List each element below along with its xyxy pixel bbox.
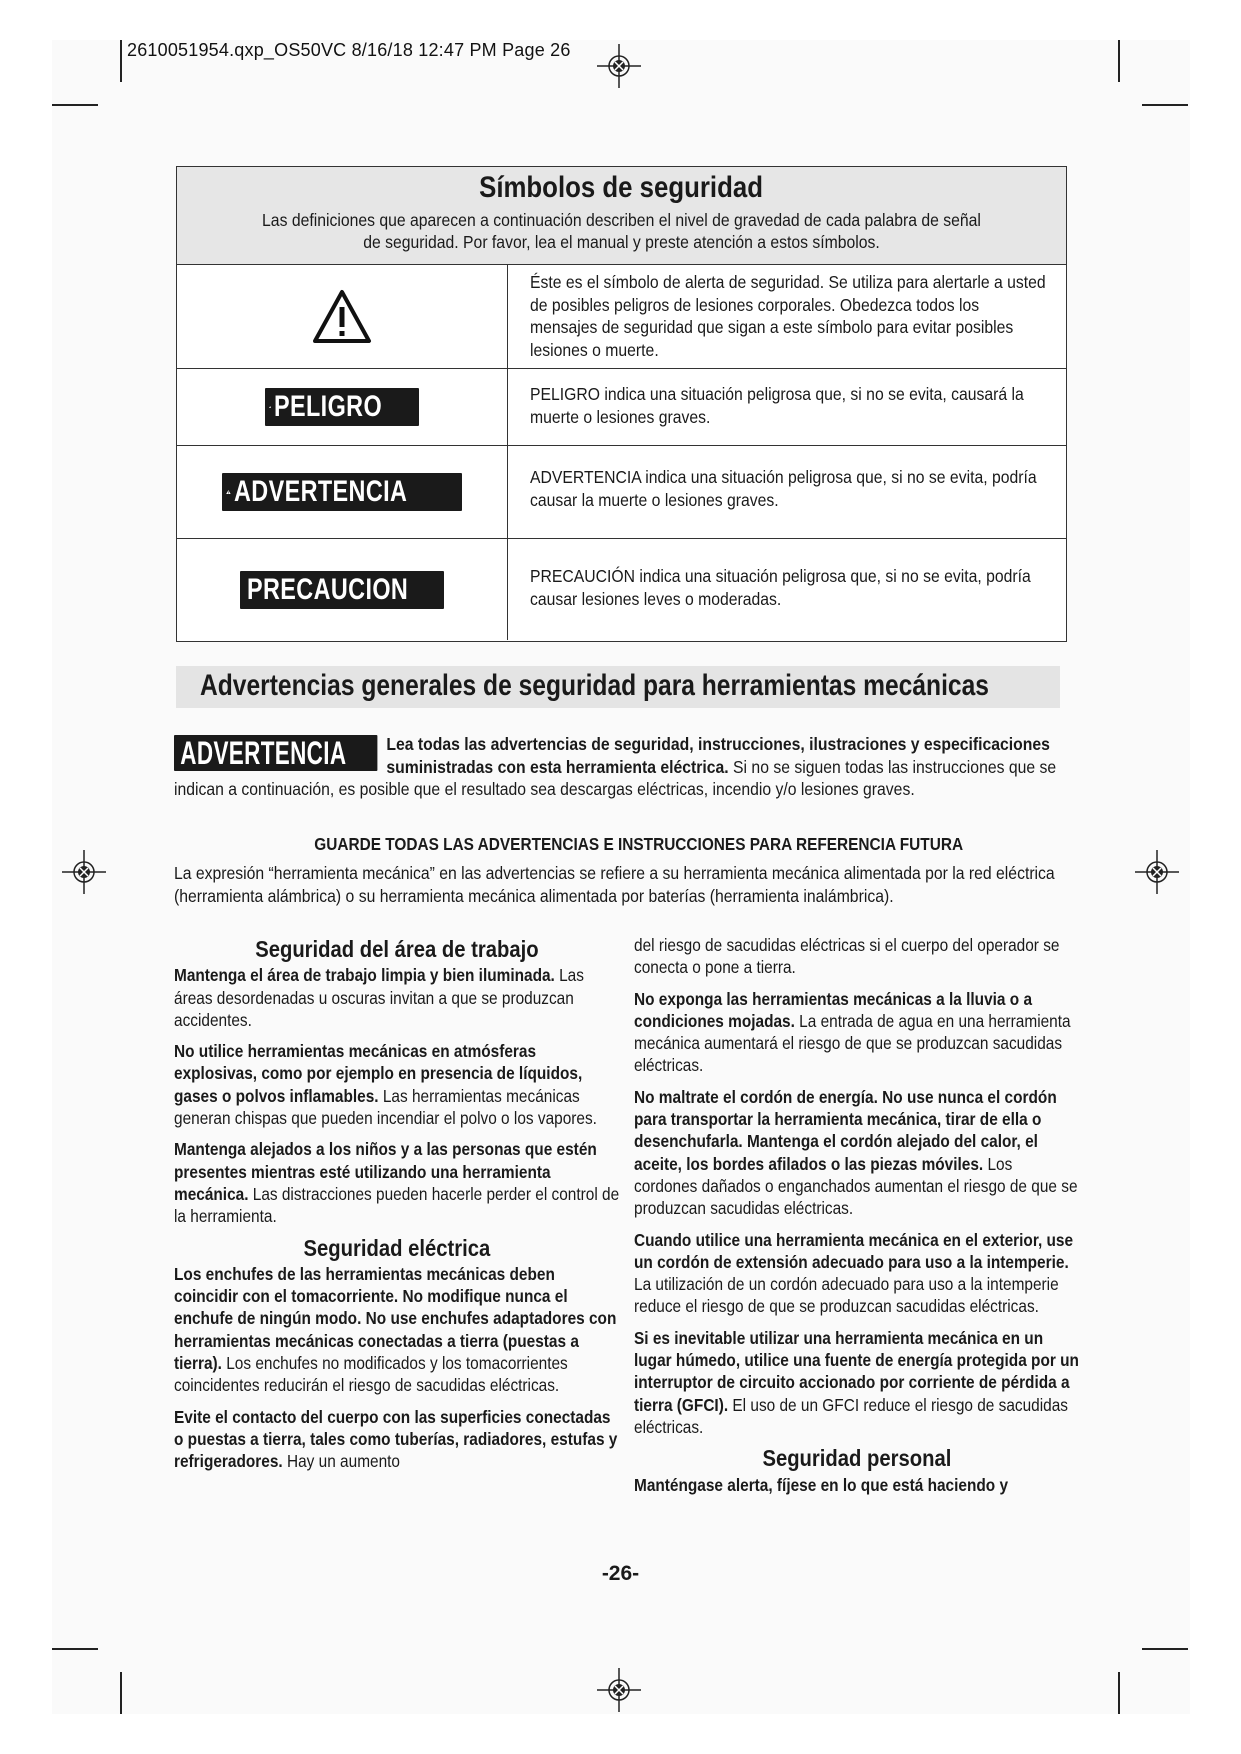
symbol-peligro-text: PELIGRO indica una situación peligrosa que, si no se evita, causará la muerte o lesiones graves. xyxy=(530,384,1024,427)
general-warning-bold: Lea todas las advertencias de seguridad, instrucciones, ilustraciones y especificaciones suministradas con esta herramienta eléctrica. xyxy=(386,734,1050,777)
symbol-alert-text: Éste es el símbolo de alerta de seguridad. Se utiliza para alertarle a usted de posibles peligros de lesiones corporales. Obedezca todos los mensajes de seguridad que sigan a este símbolo para evitar posibles lesiones o muerte. xyxy=(530,272,1046,360)
symbol-precaucion-text: PRECAUCIÓN indica una situación peligrosa que, si no se evita, podría causar lesiones leves o moderadas. xyxy=(530,566,1031,609)
crop-mark xyxy=(52,1648,98,1650)
paragraph: del riesgo de sacudidas eléctricas si el cuerpo del operador se conecta o pone a tierra. xyxy=(634,935,1060,978)
registration-mark-icon xyxy=(62,850,106,894)
paragraph: Si es inevitable utilizar una herramienta mecánica en un lugar húmedo, utilice una fuente de energía protegida por un interruptor de circuito accionado por corriente de pérdida a tierra (GFCI). El uso de un GFCI reduce el riesgo de sacudidas eléctricas. xyxy=(634,1327,1079,1437)
safety-symbols-header xyxy=(177,167,1066,265)
paragraph: No maltrate el cordón de energía. No use nunca el cordón para transportar la herramienta mecánica, tirar de ella o desenchufarla. Mantenga el cordón alejado del calor, el aceite, los bordes afilados o las piezas móviles. Los cordones dañados o enganchados aumentan el riesgo de que se produzcan sacudidas eléctricas. xyxy=(634,1086,1078,1219)
paragraph: Evite el contacto del cuerpo con las superficies conectadas o puestas a tierra, tales como tuberías, radiadores, estufas y refrigeradores. Hay un aumento xyxy=(174,1406,618,1472)
power-tool-definition: La expresión “herramienta mecánica” en las advertencias se refiere a su herramienta mecánica alimentada por la red eléctrica (herramienta alámbrica) o su herramienta mecánica alimentada por baterías (herramienta inalámbrica). xyxy=(174,863,1055,906)
page-number: -26- xyxy=(601,1562,640,1585)
registration-mark-icon xyxy=(597,1668,641,1712)
crop-mark xyxy=(120,1672,122,1714)
general-warnings-heading: Advertencias generales de seguridad para herramientas mecánicas xyxy=(200,669,989,702)
printer-slug: 2610051954.qxp_OS50VC 8/16/18 12:47 PM Page 26 xyxy=(127,40,571,60)
crop-mark xyxy=(52,104,98,106)
right-column xyxy=(634,934,1080,1505)
warning-triangle-icon xyxy=(226,480,231,504)
safety-symbols-description: Las definiciones que aparecen a continuación describen el nivel de gravedad de cada palabra de señal de seguridad. Por favor, lea el manual y preste atención a estos símbolos. xyxy=(262,210,981,252)
personal-safety-heading: Seguridad personal xyxy=(762,1445,952,1472)
symbol-row-advertencia xyxy=(177,446,1066,539)
symbol-row-alert xyxy=(177,265,1066,369)
crop-mark xyxy=(1142,104,1188,106)
paragraph: Cuando utilice una herramienta mecánica en el exterior, use un cordón de extensión adecuado para uso a la intemperie. La utilización de un cordón adecuado para uso a la intemperie reduce el riesgo de que se produzcan sacudidas eléctricas. xyxy=(634,1229,1074,1317)
crop-mark xyxy=(1118,1672,1120,1714)
advertencia-signal-badge: ADVERTENCIA xyxy=(174,735,377,771)
advertencia-signal-badge: ADVERTENCIA xyxy=(222,473,462,511)
general-warning-block xyxy=(174,733,1104,801)
left-column xyxy=(174,936,620,1482)
registration-mark-icon xyxy=(597,44,641,88)
paragraph: Manténgase alerta, fíjese en lo que está haciendo y xyxy=(634,1474,1009,1495)
electrical-safety-heading: Seguridad eléctrica xyxy=(303,1234,491,1261)
symbol-row-peligro xyxy=(177,369,1066,446)
peligro-signal-badge: PELIGRO xyxy=(265,388,419,426)
paragraph: Mantenga el área de trabajo limpia y bien iluminada. Las áreas desordenadas u oscuras invitan a que se produzcan accidentes. xyxy=(174,965,584,1030)
paragraph: Los enchufes de las herramientas mecánicas deben coincidir con el tomacorriente. No modifique nunca el enchufe de ningún modo. No use enchufes adaptadores con herramientas mecánicas conectadas a tierra (puestas a tierra). Los enchufes no modificados y los tomacorrientes coincidentes reducirán el riesgo de sacudidas eléctricas. xyxy=(174,1263,617,1396)
precaucion-signal-badge: PRECAUCION xyxy=(240,571,444,609)
warning-triangle-icon xyxy=(269,395,271,419)
symbol-row-precaucion xyxy=(177,539,1066,640)
paragraph: No exponga las herramientas mecánicas a la lluvia o a condiciones mojadas. La entrada de agua en una herramienta mecánica aumentará el riesgo de que se produzcan sacudidas eléctricas. xyxy=(634,988,1071,1076)
registration-mark-icon xyxy=(1135,850,1179,894)
safety-alert-triangle-icon xyxy=(311,288,373,346)
paragraph: No utilice herramientas mecánicas en atmósferas explosivas, como por ejemplo en presencia de líquidos, gases o polvos inflamables. Las herramientas mecánicas generan chispas que pueden incendiar el polvo o los vapores. xyxy=(174,1041,597,1129)
symbol-advertencia-text: ADVERTENCIA indica una situación peligrosa que, si no se evita, podría causar la muerte o lesiones graves. xyxy=(530,467,1037,510)
general-warnings-heading-bar xyxy=(176,666,1060,708)
crop-mark xyxy=(120,40,122,82)
crop-mark xyxy=(1118,40,1120,82)
save-instructions-notice: GUARDE TODAS LAS ADVERTENCIAS E INSTRUCCIONES PARA REFERENCIA FUTURA xyxy=(314,834,964,854)
work-area-safety-heading: Seguridad del área de trabajo xyxy=(255,936,539,962)
paragraph: Mantenga alejados a los niños y a las personas que estén presentes mientras esté utilizando una herramienta mecánica. Las distracciones pueden hacerle perder el control de la herramienta. xyxy=(174,1139,620,1227)
safety-symbols-table xyxy=(176,166,1067,642)
safety-symbols-title: Símbolos de seguridad xyxy=(479,171,764,204)
general-warning-text: Si no se siguen todas las instrucciones que se indican a continuación, es posible que el resultado sea descargas eléctricas, incendio y/o lesiones graves. xyxy=(174,756,1057,799)
crop-mark xyxy=(1142,1648,1188,1650)
